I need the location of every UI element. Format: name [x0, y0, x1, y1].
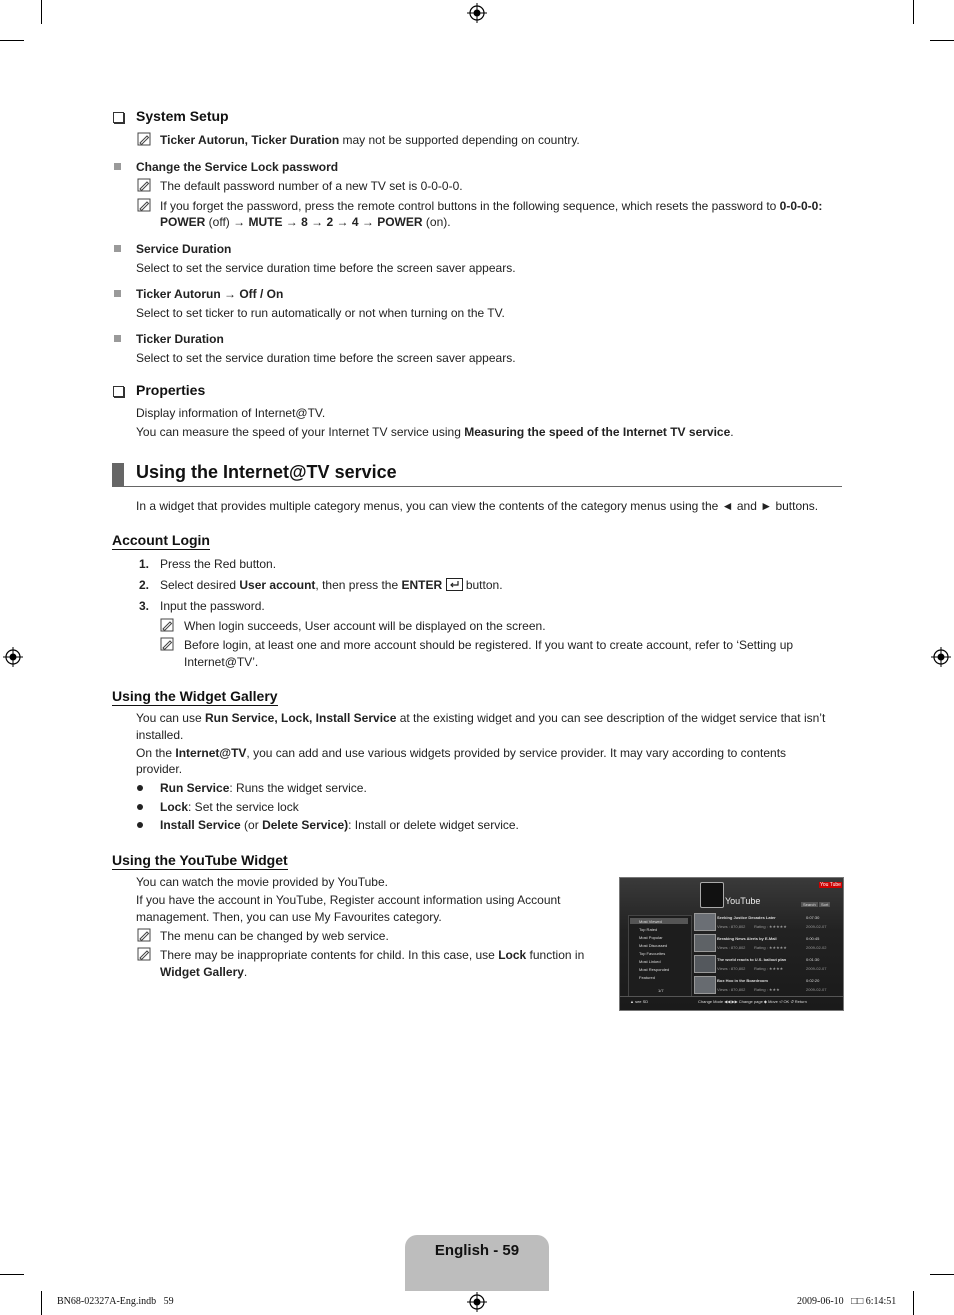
video-thumbnail[interactable] — [694, 913, 716, 931]
note-text: The menu can be changed by web service. — [160, 929, 389, 943]
crop-mark — [913, 1291, 914, 1315]
menu-item[interactable]: Most Viewed — [639, 919, 662, 924]
note-text: Before login, at least one and more account should be registered. If you want to create account, refer to ‘Setting up — [184, 638, 794, 652]
paragraph: You can watch the movie provided by YouTube. — [136, 875, 388, 889]
note-icon — [137, 947, 151, 961]
video-rating: Rating : ★★★★★ — [754, 924, 787, 929]
properties-line: You can measure the speed of your Internet TV service using Measuring the speed of the Internet TV service. — [136, 425, 734, 439]
menu-item[interactable]: Most Popular — [639, 935, 663, 940]
step-number: 2. — [139, 578, 150, 592]
video-duration: 0:07:30 — [806, 915, 820, 920]
video-title[interactable]: Seeking Justice Decades Later — [717, 915, 776, 920]
menu-item[interactable]: Most Discussed — [639, 943, 668, 948]
item-title-service-lock: Change the Service Lock password — [136, 160, 339, 174]
item-desc: Select to set the service duration time before the screen saver appears. — [136, 261, 516, 275]
crop-mark — [41, 1291, 42, 1315]
bullet-item: Run Service: Runs the widget service. — [160, 781, 367, 795]
menu-item[interactable]: Top Rated — [639, 927, 658, 932]
video-date: 2009-02-07 — [806, 924, 827, 929]
video-duration: 0:01:30 — [806, 957, 820, 962]
step-number: 3. — [139, 599, 150, 613]
item-desc: Select to set the service duration time before the screen saver appears. — [136, 351, 516, 365]
bullet-dot-icon — [137, 822, 143, 828]
tab-sort[interactable]: Sort — [821, 902, 829, 907]
youtube-screenshot — [619, 877, 844, 1011]
subsection-title-account-login: Account Login — [112, 532, 210, 548]
note-icon — [160, 618, 174, 632]
tv-icon — [700, 882, 724, 908]
step-number: 1. — [139, 557, 150, 571]
crop-mark — [913, 0, 914, 24]
menu-item[interactable]: Top Favourites — [639, 951, 666, 956]
video-views: Views : 870,802 — [717, 945, 746, 950]
menu-item[interactable]: Most Responded — [639, 967, 670, 972]
video-rating: Rating : ★★★ — [754, 987, 780, 992]
video-date: 2009-02-07 — [806, 987, 827, 992]
menu-item[interactable]: Most Linked — [639, 959, 661, 964]
video-views: Views : 870,802 — [717, 966, 746, 971]
heading-bar — [112, 463, 124, 486]
paragraph-continued: management. Then, you can use My Favourites category. — [136, 910, 442, 924]
note-text-continued: Widget Gallery. — [160, 965, 248, 979]
video-duration: 0:00:45 — [806, 936, 820, 941]
heading-rule — [112, 486, 842, 487]
square-bullet-icon — [114, 290, 121, 297]
paragraph-continued: installed. — [136, 728, 184, 742]
footer-divider — [620, 996, 843, 997]
note-icon — [137, 178, 151, 192]
registration-mark-icon — [3, 647, 23, 667]
video-thumbnail[interactable] — [694, 934, 716, 952]
video-thumbnail[interactable] — [694, 976, 716, 994]
video-rating: Rating : ★★★★ — [754, 966, 784, 971]
crop-mark — [930, 1274, 954, 1275]
item-desc: Select to set ticker to run automatically or not when turning on the TV. — [136, 306, 505, 320]
bullet-dot-icon — [137, 785, 143, 791]
crop-mark — [930, 40, 954, 41]
youtube-logo: You Tube — [820, 882, 841, 888]
crop-mark — [0, 40, 24, 41]
registration-mark-icon — [931, 647, 951, 667]
video-rating: Rating : ★★★★★ — [754, 945, 787, 950]
footer-hint-controls: Change Mode ◀◀ ▶▶ Change page ◆ Move ⏎ OK ↺ Return — [698, 999, 807, 1004]
note-text: If you forget the password, press the remote control buttons in the following sequence, which resets the password to 0-0-0-0: — [160, 199, 823, 213]
registration-mark-icon — [467, 3, 487, 23]
video-views: Views : 870,802 — [717, 924, 746, 929]
paragraph-continued: provider. — [136, 762, 183, 776]
properties-line: Display information of Internet@TV. — [136, 406, 326, 420]
footer-hint-left: ▲ see SD — [630, 999, 649, 1004]
video-date: 2009-02-02 — [806, 945, 827, 950]
paragraph: You can use Run Service, Lock, Install Service at the existing widget and you can see description of the widget service that isn’t — [136, 711, 826, 725]
note-icon — [137, 928, 151, 942]
tab-search[interactable]: Search — [803, 902, 816, 907]
note-text-continued: POWER (off) → MUTE → 8 → 2 → 4 → POWER (on). — [160, 215, 451, 229]
video-title[interactable]: Box Hoo in the Boardroom — [717, 978, 768, 983]
video-duration: 0:02:20 — [806, 978, 820, 983]
video-date: 2009-02-07 — [806, 966, 827, 971]
note-icon — [137, 198, 151, 212]
step-text: Select desired User account, then press the ENTER button. — [160, 578, 503, 592]
crop-mark — [0, 1274, 24, 1275]
note-text-continued: Internet@TV’. — [184, 655, 259, 669]
category-menu — [628, 915, 692, 997]
step-text: Input the password. — [160, 599, 265, 613]
item-title-ticker-autorun: Ticker Autorun → Off / On — [136, 287, 284, 301]
checkbox-bullet-icon — [113, 386, 124, 397]
square-bullet-icon — [114, 245, 121, 252]
note-text: The default password number of a new TV set is 0-0-0-0. — [160, 179, 463, 193]
step-text: Press the Red button. — [160, 557, 277, 571]
note-icon — [160, 637, 174, 651]
paragraph: If you have the account in YouTube, Register account information using Account — [136, 893, 561, 907]
video-title[interactable]: The world reacts to U.S. bailout plan — [717, 957, 787, 962]
registration-mark-icon — [467, 1292, 487, 1312]
note-text: When login succeeds, User account will be displayed on the screen. — [184, 619, 546, 633]
item-title-ticker-duration: Ticker Duration — [136, 332, 224, 346]
checkbox-bullet-icon — [113, 112, 124, 123]
section-title-properties: Properties — [136, 382, 206, 398]
menu-item[interactable]: Featured — [639, 975, 656, 980]
main-heading: Using the Internet@TV service — [136, 462, 397, 482]
enter-icon — [446, 578, 463, 591]
video-title[interactable]: Breaking News Alerts by E-Mail — [717, 936, 777, 941]
video-views: Views : 870,802 — [717, 987, 746, 992]
bullet-dot-icon — [137, 804, 143, 810]
subsection-title-youtube-widget: Using the YouTube Widget — [112, 852, 288, 868]
app-title: YouTube — [725, 896, 761, 906]
note-text: There may be inappropriate contents for child. In this case, use Lock function in — [160, 948, 585, 962]
page-indicator: 1/7 — [658, 988, 664, 993]
note-text: Ticker Autorun, Ticker Duration may not be supported depending on country. — [160, 133, 580, 147]
section-title-system-setup: System Setup — [136, 108, 229, 124]
bullet-item: Install Service (or Delete Service): Install or delete widget service. — [160, 818, 519, 832]
square-bullet-icon — [114, 163, 121, 170]
paragraph: On the Internet@TV, you can add and use various widgets provided by service provider. It may vary according to contents — [136, 746, 787, 760]
subsection-title-widget-gallery: Using the Widget Gallery — [112, 688, 278, 704]
bullet-item: Lock: Set the service lock — [160, 800, 299, 814]
item-title-service-duration: Service Duration — [136, 242, 232, 256]
print-datetime: 2009-06-10 □□ 6:14:51 — [797, 1296, 897, 1307]
intro-text: In a widget that provides multiple category menus, you can view the contents of the category menus using the ◄ and ► buttons. — [136, 499, 819, 513]
crop-mark — [41, 0, 42, 24]
note-icon — [137, 132, 151, 146]
video-thumbnail[interactable] — [694, 955, 716, 973]
square-bullet-icon — [114, 335, 121, 342]
print-file-name: BN68-02327A-Eng.indb 59 — [57, 1296, 174, 1307]
page-number-label: English - 59 — [434, 1242, 520, 1259]
